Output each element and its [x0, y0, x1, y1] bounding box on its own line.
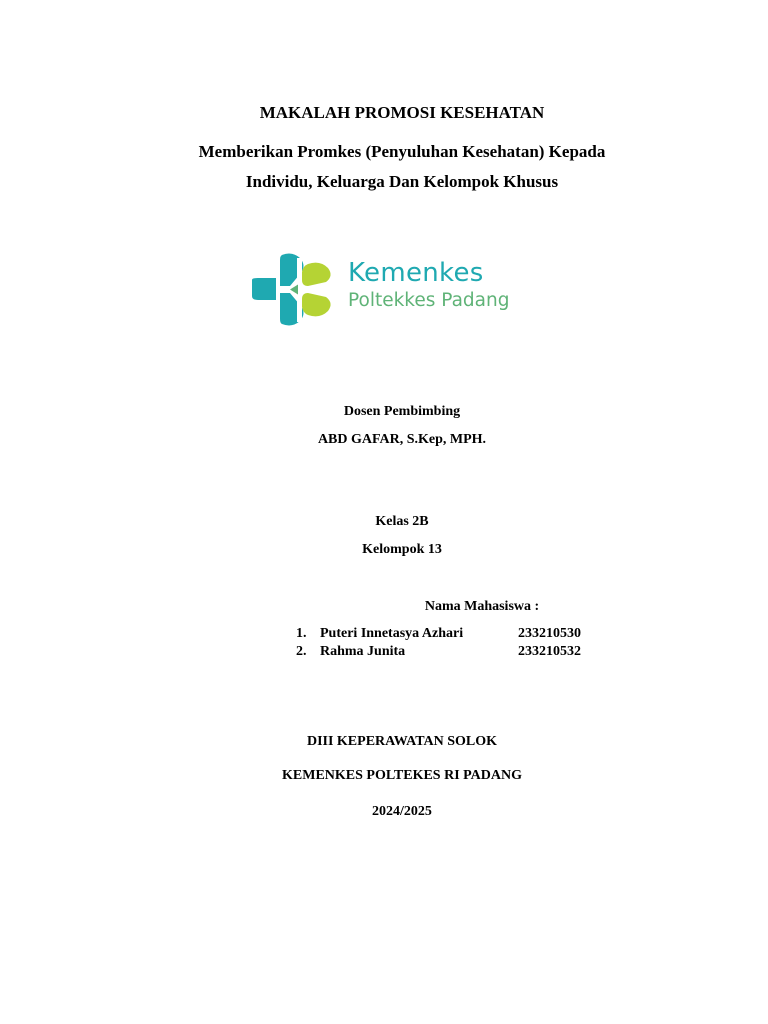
- institution-label: KEMENKES POLTEKES RI PADANG: [282, 768, 522, 783]
- group-label: Kelompok 13: [362, 542, 442, 557]
- document-title: MAKALAH PROMOSI KESEHATAN: [259, 103, 545, 122]
- year-label: 2024/2025: [372, 804, 432, 819]
- students-label: Nama Mahasiswa :: [424, 599, 540, 614]
- program-label: DIII KEPERAWATAN SOLOK: [306, 734, 498, 749]
- kemenkes-logo: [250, 252, 560, 327]
- logo-subtitle: Poltekkes Padang: [348, 290, 510, 311]
- student-name: Puteri Innetasya Azhari: [320, 626, 464, 641]
- student-number: 2.: [296, 644, 307, 659]
- list-item: [296, 626, 616, 644]
- supervisor-label: Dosen Pembimbing: [343, 404, 461, 419]
- kemenkes-emblem-icon: [250, 252, 336, 327]
- document-subtitle-line1: Memberikan Promkes (Penyuluhan Kesehatan) Kepada: [198, 142, 606, 161]
- supervisor-name: ABD GAFAR, S.Kep, MPH.: [317, 432, 487, 447]
- student-nim: 233210530: [518, 626, 581, 641]
- student-nim: 233210532: [518, 644, 581, 659]
- student-name: Rahma Junita: [320, 644, 406, 659]
- logo-title: Kemenkes: [348, 258, 484, 288]
- student-number: 1.: [296, 626, 307, 641]
- list-item: [296, 644, 616, 662]
- student-list: [296, 626, 616, 662]
- document-subtitle-line2: Individu, Keluarga Dan Kelompok Khusus: [245, 172, 559, 191]
- class-label: Kelas 2B: [375, 514, 429, 529]
